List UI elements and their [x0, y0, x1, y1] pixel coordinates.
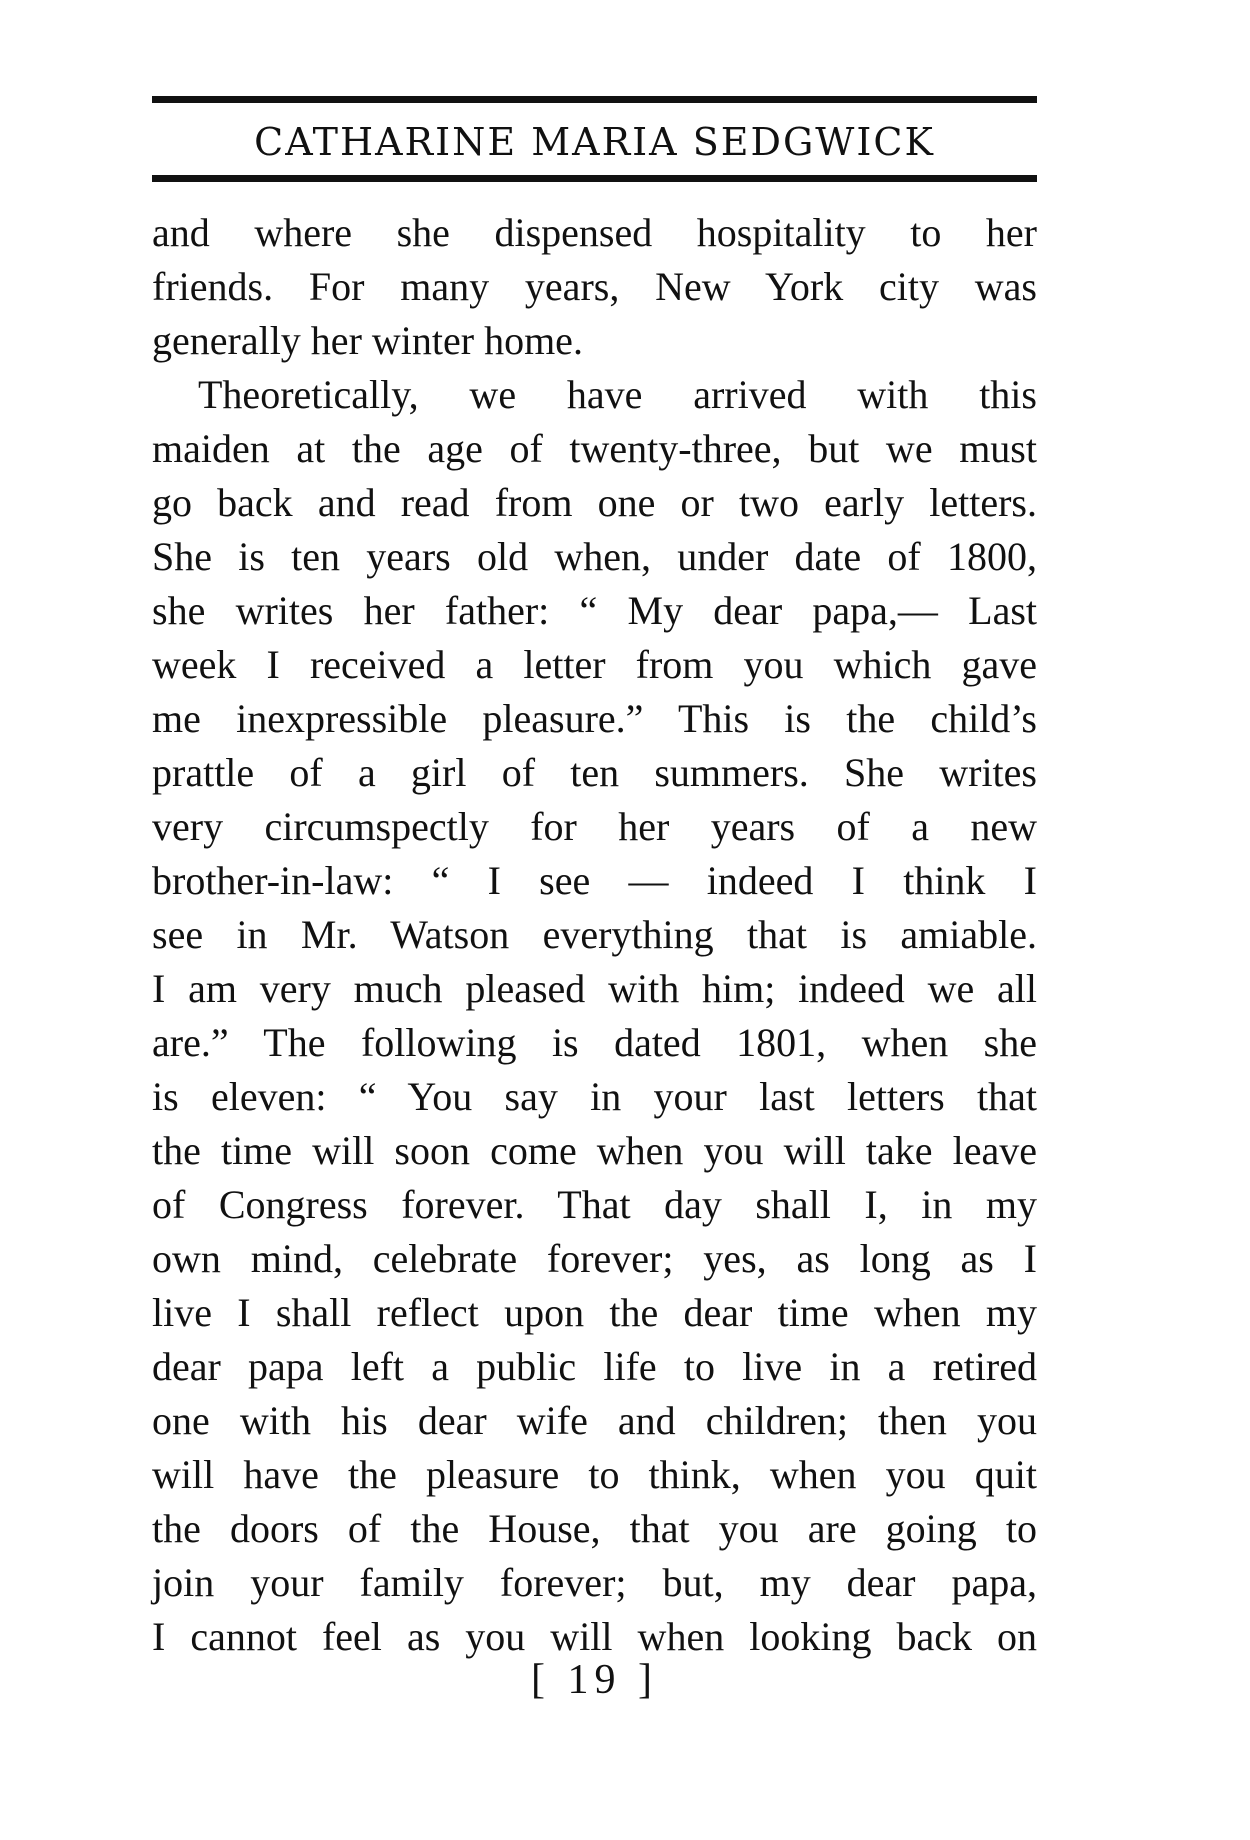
- text-line: week I received a letter from you which gave: [152, 642, 1037, 687]
- text-line: prattle of a girl of ten summers. She writes: [152, 750, 1037, 795]
- text-line: the doors of the House, that you are going to: [152, 1506, 1037, 1551]
- text-line: she writes her father: “ My dear papa,— Last: [152, 588, 1037, 633]
- header-bottom-rule: [152, 175, 1037, 182]
- running-head: CATHARINE MARIA SEDGWICK: [254, 120, 935, 164]
- text-line: will have the pleasure to think, when you quit: [152, 1452, 1037, 1497]
- text-line: join your family forever; but, my dear papa,: [152, 1560, 1037, 1605]
- text-line: go back and read from one or two early letters.: [152, 480, 1037, 525]
- text-line: maiden at the age of twenty-three, but we must: [152, 426, 1037, 471]
- text-line: brother-in-law: “ I see — indeed I think I: [152, 858, 1037, 903]
- text-line: very circumspectly for her years of a new: [152, 804, 1037, 849]
- text-line: friends. For many years, New York city was: [152, 264, 1037, 309]
- text-line: are.” The following is dated 1801, when she: [152, 1020, 1037, 1065]
- text-line: is eleven: “ You say in your last letters that: [152, 1074, 1037, 1119]
- text-line: She is ten years old when, under date of 1800,: [152, 534, 1037, 579]
- text-line: generally her winter home.: [152, 318, 583, 363]
- text-line: see in Mr. Watson everything that is amiable.: [152, 912, 1037, 957]
- text-line: live I shall reflect upon the dear time when my: [152, 1290, 1037, 1335]
- text-line: I cannot feel as you will when looking back on: [152, 1614, 1037, 1659]
- text-line: Theoretically, we have arrived with this: [198, 372, 1037, 417]
- text-line: dear papa left a public life to live in a retired: [152, 1344, 1037, 1389]
- text-line: one with his dear wife and children; then you: [152, 1398, 1037, 1443]
- page-number: [ 19 ]: [531, 1657, 658, 1703]
- text-line: the time will soon come when you will take leave: [152, 1128, 1037, 1173]
- text-line: of Congress forever. That day shall I, in my: [152, 1182, 1037, 1227]
- header-top-rule: [152, 96, 1037, 103]
- text-line: own mind, celebrate forever; yes, as long as I: [152, 1236, 1037, 1281]
- text-line: I am very much pleased with him; indeed we all: [152, 966, 1037, 1011]
- book-page: [152, 96, 1037, 1746]
- text-line: me inexpressible pleasure.” This is the child’s: [152, 696, 1037, 741]
- body-text: [152, 206, 1037, 1664]
- text-line: and where she dispensed hospitality to her: [152, 210, 1037, 255]
